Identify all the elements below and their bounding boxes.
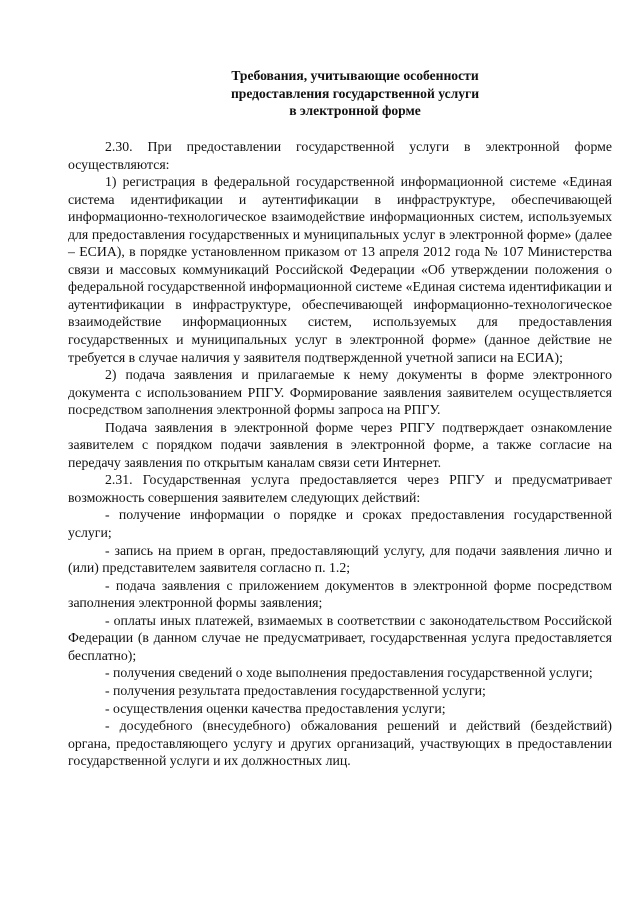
list-item-payments: - оплаты иных платежей, взимаемых в соответствии с законодательством Российской Федерации (в данном случае не предусматривает, государственная услуга предоставляется бесплатно); — [68, 612, 612, 663]
list-item-appointment: - запись на прием в орган, предоставляющий услугу, для подачи заявления лично и (или) представителем заявителя согласно п. 1.2; — [68, 542, 612, 576]
section-title-line: Требования, учитывающие особенности — [231, 68, 479, 83]
paragraph-2-31: 2.31. Государственная услуга предоставляется через РПГУ и предусматривает возможность совершения заявителем следующих действий: — [68, 472, 612, 505]
list-item-information: - получение информации о порядке и сроках предоставления государственной услуги; — [68, 507, 612, 541]
list-item-quality-assessment: - осуществления оценки качества предоставления услуги; — [105, 700, 446, 716]
paragraph-submission-confirmation: Подача заявления в электронной форме через РПГУ подтверждает ознакомление заявителем с порядком подачи заявления в электронной форме, а также согласие на передачу заявления по открытым каналам связи сети Интернет. — [68, 419, 612, 470]
list-item-status-information: - получения сведений о ходе выполнения предоставления государственной услуги; — [105, 665, 593, 681]
section-title — [175, 67, 535, 120]
section-title-line: предоставления государственной услуги — [230, 85, 480, 101]
list-item-electronic-application: - подача заявления с приложением документов в электронной форме посредством заполнения электронной формы заявления; — [68, 577, 612, 611]
list-item-service-result: - получения результата предоставления государственной услуги; — [105, 682, 486, 698]
list-item-appeal: - досудебного (внесудебного) обжалования решений и действий (бездействий) органа, предоставляющего услугу и других организаций, участвующих в предоставлении государственной услуги и их должностных лиц. — [68, 718, 612, 769]
paragraph-registration-esia: 1) регистрация в федеральной государственной информационной системе «Единая система идентификации и аутентификации в инфраструктуре, обеспечивающей информационно-технологическое взаимодействие информационных систем, используемых для предоставления государственных и муниципальных услуг в электронной форме» (далее – ЕСИА), в порядке установленном приказом от 13 апреля 2012 года № 107 Министерства связи и массовых коммуникаций Российской Федерации «Об утверждении положения о федеральной государственной информационной системе «Единая система идентификации и аутентификации в инфраструктуре, обеспечивающей информационно-технологическое взаимодействие информационных систем, используемых для предоставления государственных и муниципальных услуг в электронной форме» (данное действие не требуется в случае наличия у заявителя подтвержденной учетной записи на ЕСИА); — [68, 174, 612, 365]
section-title-line: в электронной форме — [289, 103, 421, 118]
document-body — [68, 138, 612, 770]
paragraph-application-submission: 2) подача заявления и прилагаемые к нему документы в форме электронного документа с использованием РПГУ. Формирование заявления заявителем осуществляется посредством заполнения электронной формы запроса на РПГУ. — [68, 367, 612, 418]
paragraph-2-30: 2.30. При предоставлении государственной услуги в электронной форме осуществляются: — [68, 139, 612, 172]
